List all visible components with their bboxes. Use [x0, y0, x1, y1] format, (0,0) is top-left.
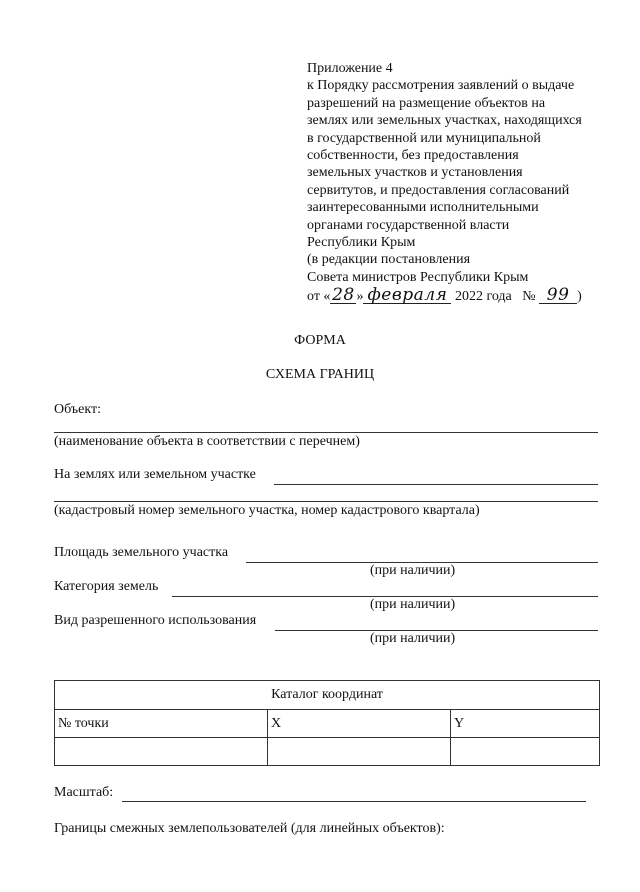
scale-label: Масштаб: — [54, 785, 114, 800]
appendix-line: Совета министров Республики Крым — [307, 269, 529, 285]
area-hint: (при наличии) — [370, 563, 456, 578]
handwritten-month: февраля — [363, 287, 451, 304]
appendix-line: собственности, без предоставления — [307, 148, 519, 164]
appendix-line: в государственной или муниципальной — [307, 130, 541, 146]
table-caption-row — [55, 681, 600, 710]
appendix-line: сервитутов, и предоставления согласований — [307, 182, 570, 198]
borders-label: Границы смежных землепользователей (для линейных объектов): — [54, 821, 445, 836]
category-hint: (при наличии) — [370, 597, 456, 612]
object-hint: (наименование объекта в соответствии с перечнем) — [54, 434, 360, 449]
coordinates-catalog-table — [54, 680, 600, 766]
appendix-line: заинтересованными исполнительными — [307, 200, 539, 216]
appendix-line: земельных участков и установления — [307, 165, 523, 181]
number-sign: № — [522, 289, 536, 305]
category-label: Категория земель — [54, 579, 159, 594]
scale-line — [122, 801, 586, 802]
use-label: Вид разрешенного использования — [54, 613, 257, 628]
resolution-date-line — [307, 287, 582, 305]
table-header-row — [55, 710, 600, 738]
catalog-caption: Каталог координат — [55, 681, 600, 710]
column-header-y: Y — [451, 710, 600, 738]
appendix-line: (в редакции постановления — [307, 252, 471, 268]
scheme-title: СХЕМА ГРАНИЦ — [265, 367, 375, 382]
appendix-line: Приложение 4 — [307, 61, 393, 76]
use-hint: (при наличии) — [370, 631, 456, 646]
object-line — [54, 432, 598, 433]
table-cell — [451, 738, 600, 766]
area-label: Площадь земельного участка — [54, 545, 229, 560]
column-header-point: № точки — [55, 710, 268, 738]
table-row — [55, 738, 600, 766]
column-header-x: X — [268, 710, 451, 738]
handwritten-day: 28 — [332, 285, 355, 306]
appendix-line: к Порядку рассмотрения заявлений о выдаче — [307, 78, 575, 94]
object-label: Объект: — [54, 402, 101, 417]
year-text: 2022 года — [454, 289, 512, 305]
appendix-block — [307, 60, 582, 306]
appendix-line: разрешений на размещение объектов на — [307, 95, 546, 111]
land-line — [274, 484, 598, 485]
appendix-line: землях или земельных участках, находящихся — [307, 113, 582, 129]
table-cell — [268, 738, 451, 766]
land-line-2 — [54, 501, 598, 502]
appendix-line: органами государственной власти — [307, 217, 510, 233]
quote-close: » — [356, 289, 364, 305]
land-hint: (кадастровый номер земельного участка, номер кадастрового квартала) — [54, 503, 480, 518]
land-label: На землях или земельном участке — [54, 467, 256, 482]
date-prefix: от « — [307, 289, 331, 305]
handwritten-number: 99 — [539, 287, 577, 304]
table-cell — [55, 738, 268, 766]
form-label: ФОРМА — [294, 333, 346, 348]
close-paren: ) — [577, 289, 582, 305]
appendix-line: Республики Крым — [307, 235, 416, 251]
